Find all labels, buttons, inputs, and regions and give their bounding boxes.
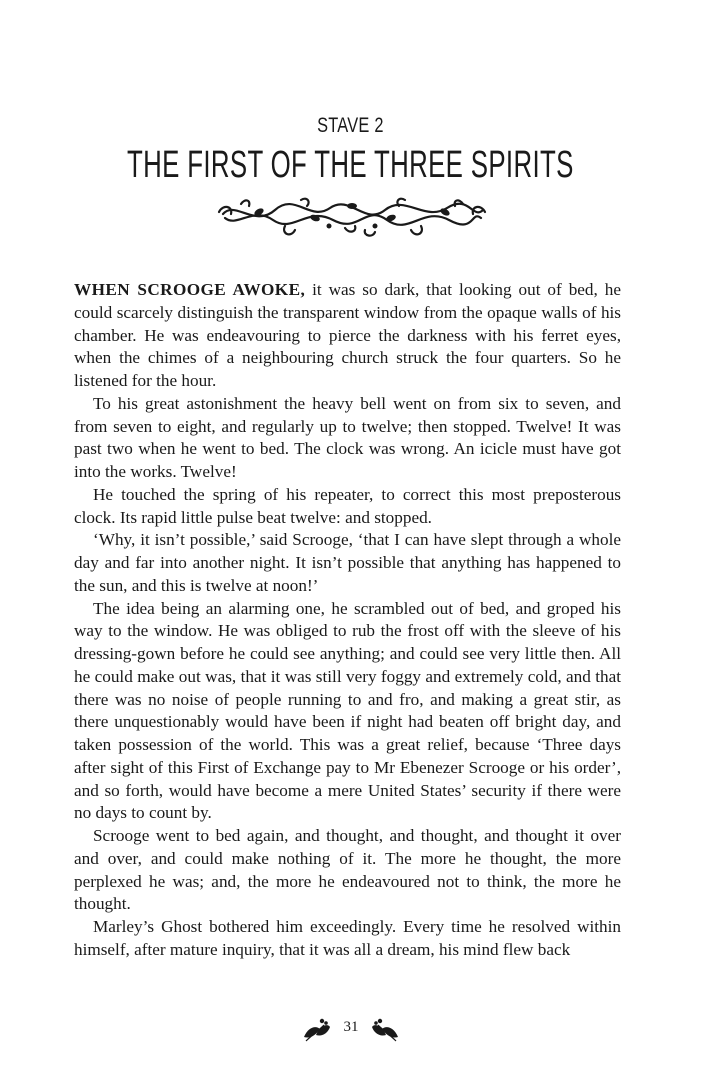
- lead-in: WHEN SCROOGE AWOKE,: [74, 280, 306, 299]
- holly-leaf-icon: [302, 1015, 332, 1043]
- folio: [0, 1015, 701, 1045]
- paragraph-2: To his great astonishment the heavy bell went on from six to seven, and from seven to eight, and regularly up to twelve; then stopped. Twelve! It was past two when he went to bed. The clock was wrong. An icicle must have got into the works. Twelve!: [74, 393, 621, 481]
- holly-leaf-icon: [370, 1015, 400, 1043]
- body-text: [74, 279, 621, 962]
- paragraph-1: [74, 279, 621, 393]
- paragraph-6: Scrooge went to bed again, and thought, and thought, and thought it over and over, and could make nothing of it. The more he thought, the more perplexed he was; and, the more he endeavoured not to think, the more he thought.: [74, 826, 621, 914]
- vine-scroll-ornament: [215, 192, 489, 240]
- page-number: 31: [343, 1019, 359, 1035]
- paragraph-3: He touched the spring of his repeater, to correct this most preposterous clock. Its rapid little pulse beat twelve: and stopped.: [74, 484, 621, 527]
- chapter-title: THE FIRST OF THE THREE SPIRITS: [127, 144, 574, 186]
- paragraph-4: ‘Why, it isn’t possible,’ said Scrooge, ‘that I can have slept through a whole day and far into another night. It isn’t possible that anything has happened to the sun, and this is twelve at noon!’: [74, 530, 621, 595]
- paragraph-5: The idea being an alarming one, he scrambled out of bed, and groped his way to the window. He was obliged to rub the frost off with the sleeve of his dressing-gown before he could see anything; and could see very little then. All he could make out was, that it was still very foggy and extremely cold, and that there was no noise of people running to and fro, and making a great stir, as there unquestionably would have been if night had beaten off bright day, and taken possession of the world. This was a great relief, because ‘Three days after sight of this First of Exchange pay to Mr Ebenezer Scrooge or his order’, and so forth, would have become a mere United States’ security if there were no days to count by.: [74, 598, 621, 823]
- stave-label: STAVE 2: [317, 114, 384, 137]
- paragraph-7: Marley’s Ghost bothered him exceedingly. Every time he resolved within himself, after mature inquiry, that it was all a dream, his mind flew back: [74, 917, 621, 959]
- paragraph-1-text: it was so dark, that looking out of bed, he could scarcely distinguish the transparent window from the opaque walls of his chamber. He was endeavouring to pierce the darkness with his ferret eyes, when the chimes of a neighbouring church struck the four quarters. So he listened for the hour.: [74, 280, 621, 390]
